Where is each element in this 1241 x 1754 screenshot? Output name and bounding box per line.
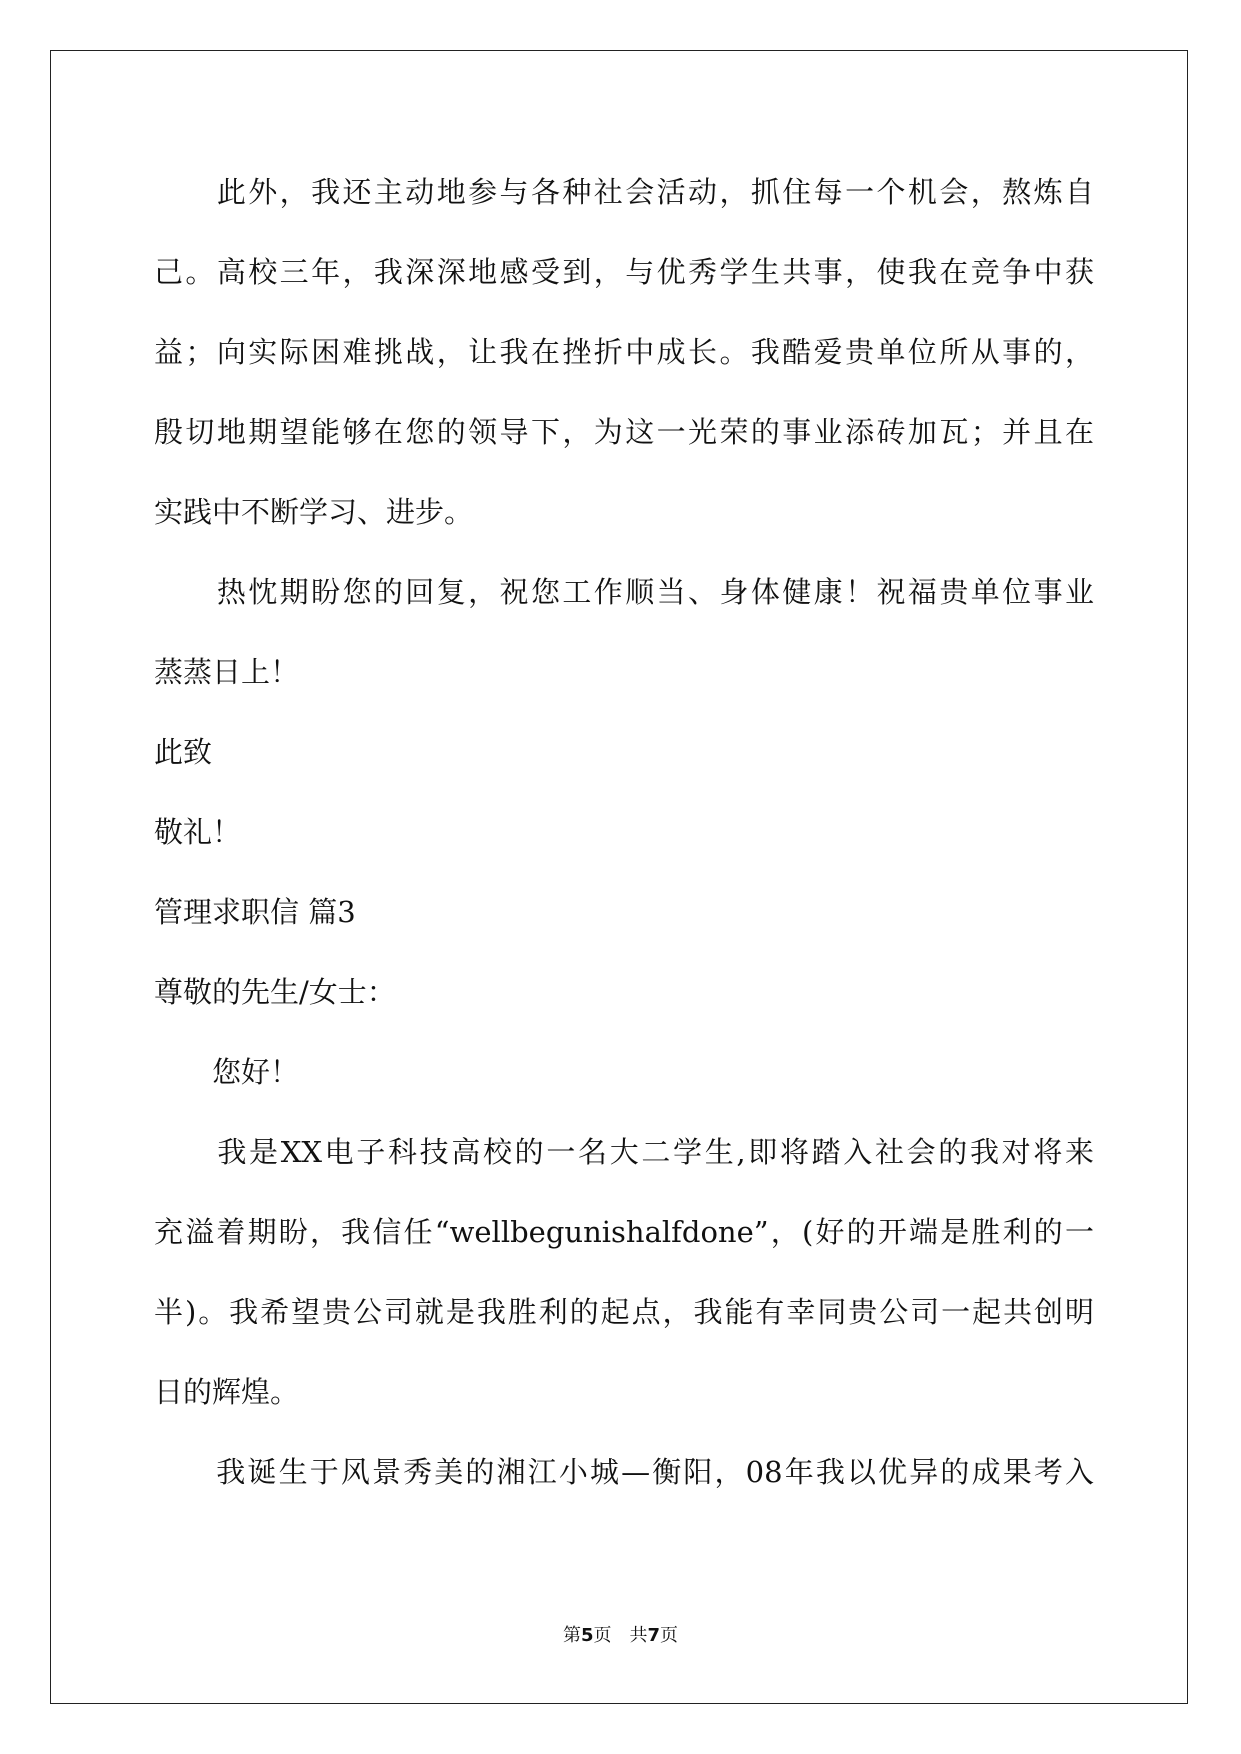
text-line: 蒸蒸日上！	[154, 655, 300, 689]
footer-prefix: 第	[562, 1625, 581, 1646]
total-page-number: 7	[647, 1625, 661, 1646]
text-line: 殷切地期望能够在您的领导下，为这一光荣的事业添砖加瓦；并且在	[154, 415, 1094, 449]
text-line: 日的辉煌。	[154, 1375, 300, 1409]
greeting-line: 尊敬的先生/女士：	[154, 975, 396, 1009]
section-heading: 管理求职信 篇3	[154, 895, 356, 929]
text-line: 己。高校三年，我深深地感受到，与优秀学生共事，使我在竞争中获	[154, 255, 1094, 289]
salutation-line: 敬礼！	[154, 815, 242, 849]
text-line: 益；向实际困难挑战，让我在挫折中成长。我酷爱贵单位所从事的，	[154, 335, 1094, 369]
page-number-footer	[0, 1621, 1241, 1647]
footer-mid: 页 共	[593, 1625, 648, 1646]
text-line: 我是XX电子科技高校的一名大二学生,即将踏入社会的我对将来	[154, 1135, 1094, 1169]
text-line: 充溢着期盼，我信任“wellbegunishalfdone”，(好的开端是胜利的一	[154, 1215, 1094, 1249]
text-line: 我诞生于风景秀美的湘江小城—衡阳，08年我以优异的成果考入	[154, 1455, 1094, 1489]
closing-line: 此致	[154, 735, 213, 769]
text-line: 实践中不断学习、进步。	[154, 495, 474, 529]
footer-suffix: 页	[660, 1625, 679, 1646]
text-line: 半)。我希望贵公司就是我胜利的起点，我能有幸同贵公司一起共创明	[154, 1295, 1094, 1329]
current-page-number: 5	[580, 1625, 594, 1646]
text-line: 热忱期盼您的回复，祝您工作顺当、身体健康！祝福贵单位事业	[154, 575, 1094, 609]
text-line: 您好！	[154, 1055, 300, 1089]
text-line: 此外，我还主动地参与各种社会活动，抓住每一个机会，熬炼自	[154, 175, 1094, 209]
